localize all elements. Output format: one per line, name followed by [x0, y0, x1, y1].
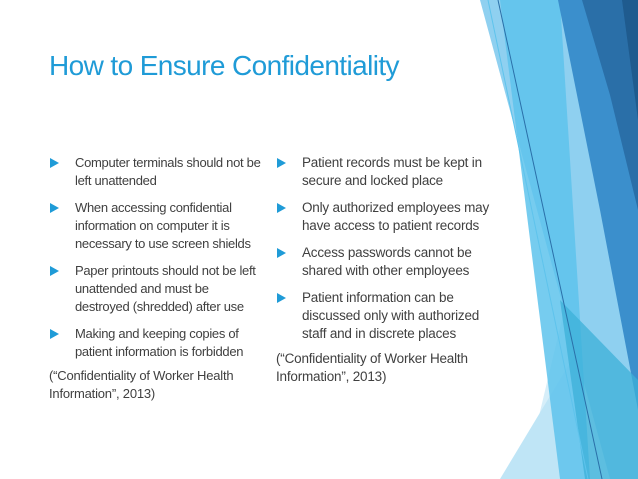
- arrow-bullet-icon: [50, 158, 59, 168]
- bullet-text: Access passwords cannot be shared with other employees: [302, 245, 472, 278]
- bullet-text: Paper printouts should not be left unattended and must be destroyed (shredded) after use: [75, 263, 256, 314]
- bullet-text: Only authorized employees may have access to patient records: [302, 200, 490, 233]
- list-item: [276, 154, 492, 190]
- arrow-bullet-icon: [277, 203, 286, 213]
- left-citation: (“Confidentiality of Worker Health Information”, 2013): [49, 368, 234, 401]
- list-item: [49, 199, 261, 253]
- list-item: [276, 199, 492, 235]
- arrow-bullet-icon: [50, 266, 59, 276]
- arrow-bullet-icon: [277, 293, 286, 303]
- bullet-text: Patient records must be kept in secure and locked place: [302, 155, 482, 188]
- bullet-text: Patient information can be discussed only with authorized staff and in discrete places: [302, 290, 480, 341]
- bullet-text: Computer terminals should not be left unattended: [75, 155, 261, 188]
- right-citation: (“Confidentiality of Worker Health Information”, 2013): [276, 351, 468, 384]
- list-item: [276, 289, 492, 343]
- list-item: [49, 154, 261, 190]
- left-bullet-list: [49, 154, 261, 361]
- bullet-text: When accessing confidential information on computer it is necessary to use screen shields: [75, 200, 251, 251]
- bullet-text: Making and keeping copies of patient information is forbidden: [75, 326, 244, 359]
- list-item: [49, 325, 261, 361]
- right-bullet-list: [276, 154, 492, 343]
- list-item: [276, 244, 492, 280]
- slide-title: How to Ensure Confidentiality: [49, 50, 399, 81]
- list-item: [49, 262, 261, 316]
- arrow-bullet-icon: [50, 329, 59, 339]
- left-column: [49, 154, 261, 403]
- arrow-bullet-icon: [277, 158, 286, 168]
- arrow-bullet-icon: [277, 248, 286, 258]
- arrow-bullet-icon: [50, 203, 59, 213]
- right-column: [276, 154, 492, 386]
